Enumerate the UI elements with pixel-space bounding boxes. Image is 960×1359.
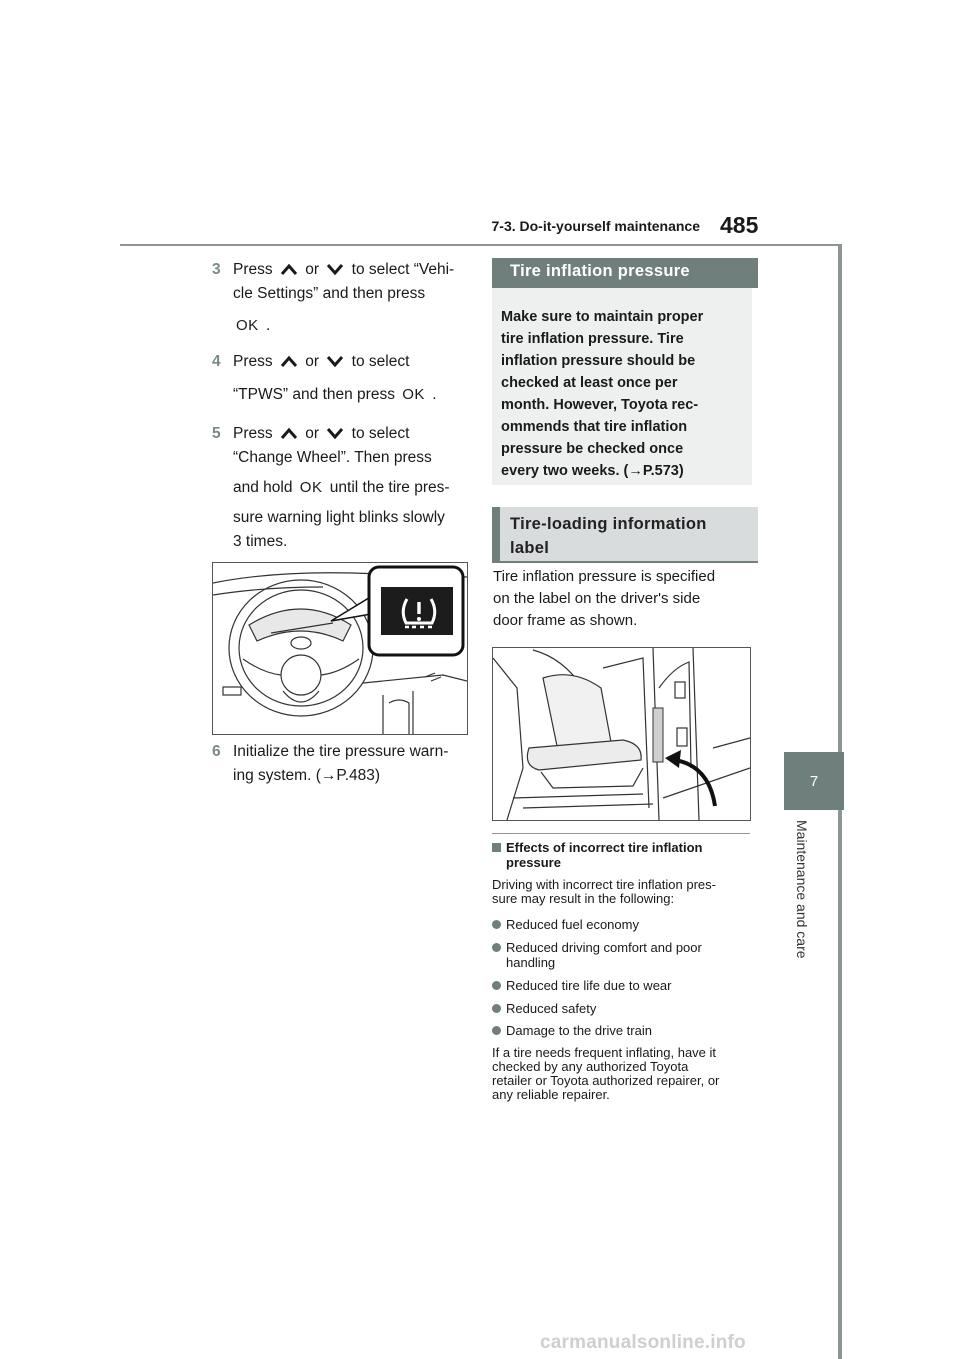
square-bullet-icon: [492, 843, 501, 852]
info-title-text: Effects of incorrect tire inflation: [506, 840, 703, 855]
tip-line: month. However, Toyota rec-: [501, 397, 699, 413]
bullet-dot-icon: [492, 943, 501, 952]
tire-loading-description: [493, 566, 753, 632]
tire-inflation-heading: [492, 258, 758, 288]
step-text: or: [305, 261, 320, 278]
step-number: 5: [212, 425, 221, 442]
note-line: If a tire needs frequent inflating, have it: [492, 1045, 717, 1060]
desc-line: on the label on the driver's side: [493, 590, 701, 607]
info-divider: [492, 833, 750, 834]
intro-line: Driving with incorrect tire inflation pres-: [492, 877, 716, 892]
watermark: carmanualsonline.info: [540, 1332, 746, 1353]
list-item: Reduced driving comfort and poor handling: [492, 940, 750, 970]
step-text: until the tire pres-: [329, 479, 450, 496]
step-text: to select: [351, 353, 410, 370]
list-item: Reduced tire life due to wear: [492, 978, 750, 993]
ok-button-icon: OK: [236, 317, 259, 334]
step-text: ing system. (→P.483): [233, 767, 381, 784]
step-text: or: [305, 353, 320, 370]
tire-pressure-warning-icon: [397, 593, 441, 633]
tip-line: every two weeks. (→P.573): [501, 463, 684, 479]
step-text: Press: [233, 261, 273, 278]
chevron-up-icon: [279, 426, 299, 440]
list-item: Reduced safety: [492, 1001, 750, 1016]
chevron-down-icon: [325, 262, 345, 276]
step-text: “TPWS” and then press: [233, 386, 395, 403]
tire-loading-heading: [492, 507, 758, 563]
step-number: 4: [212, 353, 221, 370]
heading-text: Tire inflation pressure: [510, 262, 690, 280]
intro-line: sure may result in the following:: [492, 891, 675, 906]
heading-text: Tire-loading information label: [510, 515, 707, 557]
tip-line: Make sure to maintain proper: [501, 309, 704, 325]
list-item: Damage to the drive train: [492, 1023, 750, 1038]
info-note: [492, 1046, 750, 1102]
tip-line: checked at least once per: [501, 375, 678, 391]
list-item: Reduced fuel economy: [492, 917, 750, 932]
ok-button-icon: OK: [402, 386, 425, 403]
chapter-title: Maintenance and care: [794, 820, 810, 959]
door-frame-illustration: [492, 647, 751, 821]
step-number: 6: [212, 743, 221, 760]
chevron-down-icon: [325, 426, 345, 440]
step-text: and hold: [233, 479, 293, 496]
info-intro: [492, 878, 752, 906]
chevron-up-icon: [279, 354, 299, 368]
bullet-dot-icon: [492, 981, 501, 990]
header-divider: [120, 244, 842, 246]
step-text: sure warning light blinks slowly: [233, 509, 445, 526]
step-text: Press: [233, 353, 273, 370]
tip-text: [501, 306, 741, 482]
door-frame-drawing: [493, 648, 750, 820]
bullet-dot-icon: [492, 1004, 501, 1013]
step-text: .: [432, 386, 437, 403]
step-text: .: [266, 317, 271, 334]
step-text: Initialize the tire pressure warn-: [233, 743, 449, 760]
chevron-up-icon: [279, 262, 299, 276]
tip-line: inflation pressure should be: [501, 353, 696, 369]
chapter-tab[interactable]: [784, 752, 844, 810]
step-text: or: [305, 425, 320, 442]
tip-line: pressure be checked once: [501, 441, 684, 457]
step-number: 3: [212, 261, 221, 278]
step-text: 3 times.: [233, 533, 288, 550]
note-line: checked by any authorized Toyota: [492, 1059, 689, 1074]
step-text: cle Settings” and then press: [233, 285, 426, 302]
bullet-dot-icon: [492, 1026, 501, 1035]
bullet-dot-icon: [492, 920, 501, 929]
desc-line: door frame as shown.: [493, 612, 638, 629]
chapter-number: 7: [809, 772, 819, 790]
tip-line: tire inflation pressure. Tire: [501, 331, 684, 347]
step-text: Press: [233, 425, 273, 442]
ok-button-icon: OK: [299, 479, 323, 496]
note-line: retailer or Toyota authorized repairer, or: [492, 1073, 720, 1088]
section-header: 7-3. Do-it-yourself maintenance: [491, 218, 700, 234]
dashboard-drawing: [213, 563, 467, 734]
info-title: [492, 840, 750, 870]
info-title-text: pressure: [506, 855, 561, 870]
step-text: to select “Vehi-: [351, 261, 455, 278]
note-line: any reliable repairer.: [492, 1087, 610, 1102]
desc-line: Tire inflation pressure is specified: [493, 568, 716, 585]
step-text: to select: [351, 425, 410, 442]
dashboard-illustration: [212, 562, 468, 735]
chevron-down-icon: [325, 354, 345, 368]
page-number: 485: [720, 212, 759, 238]
step-text: “Change Wheel”. Then press: [233, 449, 432, 466]
tip-line: ommends that tire inflation: [501, 419, 688, 435]
